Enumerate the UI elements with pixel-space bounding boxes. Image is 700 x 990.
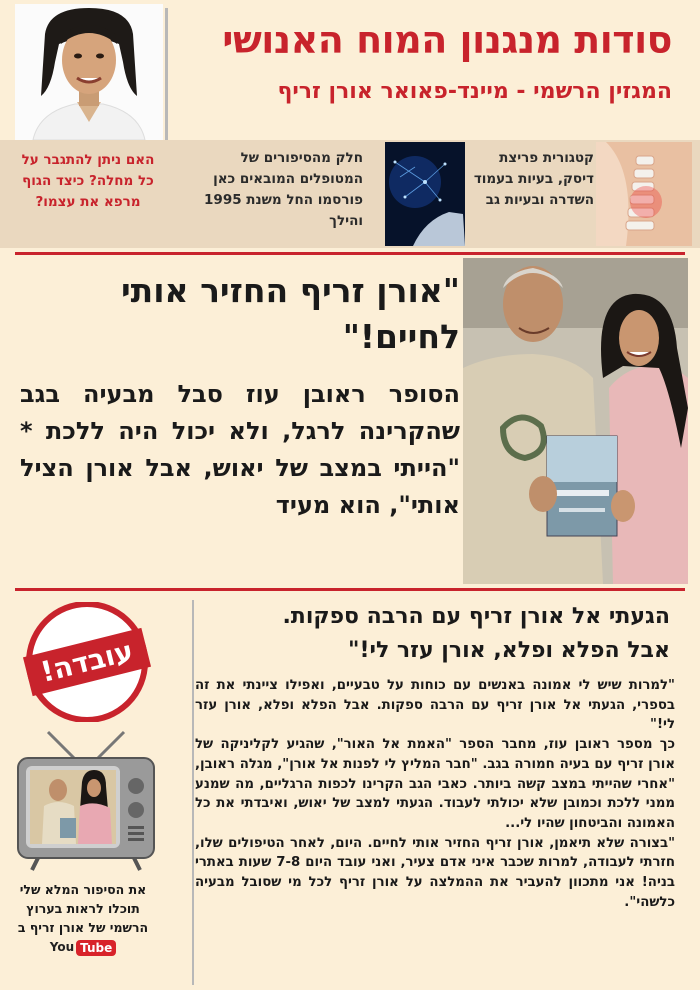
sidebar-divider: [192, 600, 194, 985]
story2-paragraph: "למרות שיש לי אמונה באנשים עם כוחות על טבעיים, ואפילו ציינתי את זה בספרי, הגעתי אל אורן זריף עם הרבה ספקות. אבל הפלא ופלא, אורן עזר לי!": [195, 678, 675, 733]
teaser-healing-question[interactable]: האם ניתן להתגבר על כל מחלה? כיצד הגוף מרפא את עצמו?: [21, 152, 155, 210]
youtube-logo-you: You: [49, 940, 75, 954]
story2-body: [195, 676, 675, 912]
stamp-label: עובדה!: [37, 634, 137, 689]
youtube-callout-text: את הסיפור המלא שלי תוכלו לראות בערוץ הרשמי של אורן זריף ב: [17, 882, 149, 935]
story2-headline-line2: אבל הפלא ופלא, אורן עזר לי!": [347, 638, 670, 663]
youtube-callout: [8, 880, 158, 957]
brain-hand-thumbnail: [385, 142, 465, 246]
teaser-patients-stories[interactable]: חלק מהסיפורים של המטופלים המובאים כאן פורסמו החל משנת 1995 והילך: [204, 150, 363, 229]
main-story-photo: [463, 258, 688, 584]
story2-paragraph: "בצורה שלא תיאמן, אורן זריף החזיר אותי לחיים. היום, לאחר הטיפולים שלו, חזרתי לעבודה, למרות שכבר איני אדם צעיר, ואני עובד היום 7-8 שעות באתרי בניה! אני מתכוון להעביר את ההמלצה על אורן זריף לכל מי שסובל מבעיה כלשהי".: [195, 835, 675, 910]
tv-video-thumbnail[interactable]: [16, 730, 156, 872]
main-headline: "אורן זריף החזיר אותי לחיים!": [120, 271, 460, 356]
story2-paragraph: כך מספר ראובן עוז, מחבר הספר "האמת אל האור", שהגיע לקליניקה של אורן זריף עם בעיה חמורה בגב. "חבר המליץ לי לפנות אל אורן", מגלה ראובן, "אחרי שהייתי במצב קשה ביותר. כאבי הגב הקרינו לכפות הרגליים, מה שמנע ממני ללכת וכמובן שלא יכולתי לעבוד. הגעתי למצב של יאוש, ואיבדתי את כל האמונה והביטחון שהיו לי...: [195, 737, 675, 831]
section-divider-middle: [15, 588, 685, 591]
story2-headline: [200, 600, 670, 668]
youtube-logo-tube: Tube: [76, 940, 116, 956]
youtube-logo[interactable]: [50, 938, 117, 957]
story2-headline-line1: הגעתי אל אורן זריף עם הרבה ספקות.: [282, 604, 670, 629]
magazine-subtitle: המגזין הרשמי - מיינד-פאואר אורן זריף: [277, 79, 672, 104]
teaser-back-problems[interactable]: קטגורית פריצת דיסק, בעיות בעמוד השדרה ובעיות גב: [473, 150, 594, 208]
author-portrait: [15, 4, 163, 140]
magazine-title: סודות מנגנון המוח האנושי: [222, 18, 672, 62]
spine-thumbnail: [596, 142, 692, 246]
main-lead: הסופר ראובן עוז סבל מבעיה בגב שהקרינה לרגל, ולא יכול היה ללכת * "הייתי במצב של יאוש, אבל אורן הציל אותי", הוא מעיד: [20, 380, 460, 519]
section-divider-top: [15, 252, 685, 255]
fact-stamp: [14, 602, 160, 722]
